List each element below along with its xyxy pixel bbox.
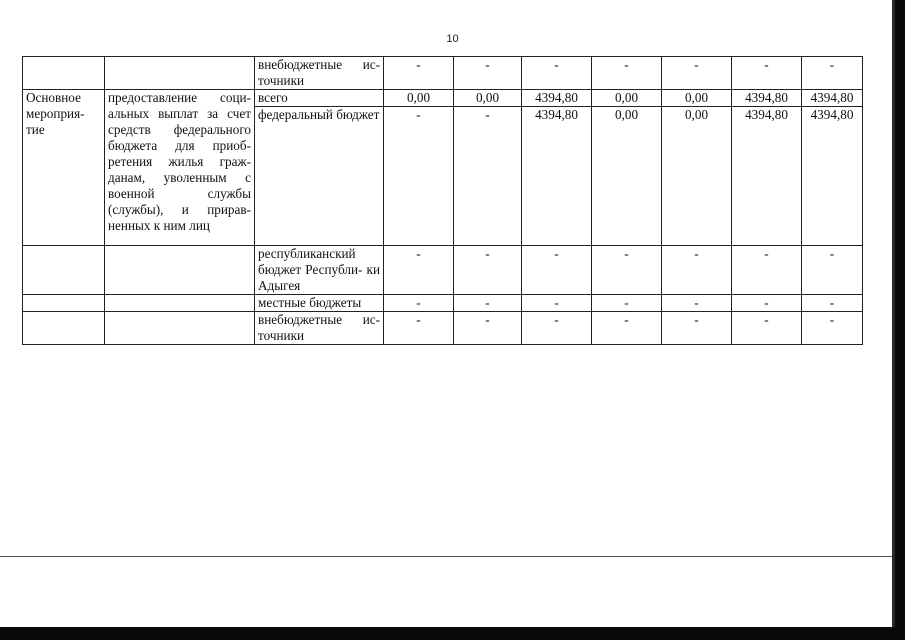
value-cell: -: [592, 312, 662, 345]
value-cell: 0,00: [662, 90, 732, 107]
value-cell: -: [802, 57, 863, 90]
table-row: [23, 312, 863, 345]
value-cell: -: [454, 312, 522, 345]
measure-description-cell: [105, 312, 255, 345]
value-cell: 0,00: [454, 90, 522, 107]
value-cell: 4394,80: [522, 107, 592, 246]
value-cell: -: [454, 57, 522, 90]
value-cell: -: [662, 57, 732, 90]
value-cell: -: [592, 57, 662, 90]
value-cell: -: [454, 107, 522, 246]
value-cell: -: [662, 312, 732, 345]
budget-table: [22, 56, 863, 345]
funding-source-cell: внебюджетные ис- точники: [255, 312, 384, 345]
value-cell: -: [592, 295, 662, 312]
funding-source-cell: местные бюджеты: [255, 295, 384, 312]
table-row: [23, 295, 863, 312]
value-cell: -: [454, 295, 522, 312]
funding-source-cell: внебюджетные ис- точники: [255, 57, 384, 90]
measure-description-cell: [105, 295, 255, 312]
value-cell: -: [802, 295, 863, 312]
value-cell: -: [592, 246, 662, 295]
value-cell: 4394,80: [522, 90, 592, 107]
table-row: [23, 246, 863, 295]
measure-type-cell: [23, 246, 105, 295]
value-cell: -: [662, 246, 732, 295]
value-cell: -: [384, 295, 454, 312]
value-cell: 4394,80: [732, 107, 802, 246]
value-cell: -: [454, 246, 522, 295]
value-cell: -: [662, 295, 732, 312]
scan-divider-line: [0, 556, 905, 557]
value-cell: 4394,80: [802, 107, 863, 246]
value-cell: -: [732, 57, 802, 90]
value-cell: -: [802, 312, 863, 345]
measure-description-cell: [105, 246, 255, 295]
scan-bottom-border: [0, 627, 905, 640]
value-cell: 4394,80: [732, 90, 802, 107]
value-cell: -: [384, 312, 454, 345]
table-row: [23, 57, 863, 90]
value-cell: 0,00: [662, 107, 732, 246]
scan-right-border: [895, 0, 905, 640]
table-row: [23, 90, 863, 107]
value-cell: -: [732, 246, 802, 295]
measure-description-cell: предоставление соци- альных выплат за счет средств федерального бюджета для приоб- ретения жилья граж- данам, уволенным с военной службы (службы), и прирав- ненных к ним лиц: [105, 90, 255, 246]
value-cell: 0,00: [384, 90, 454, 107]
measure-type-cell: [23, 312, 105, 345]
funding-source-cell: федеральный бюджет: [255, 107, 384, 246]
value-cell: 4394,80: [802, 90, 863, 107]
value-cell: -: [522, 57, 592, 90]
page-number: 10: [446, 33, 459, 45]
value-cell: 0,00: [592, 107, 662, 246]
value-cell: -: [522, 312, 592, 345]
value-cell: -: [522, 295, 592, 312]
value-cell: 0,00: [592, 90, 662, 107]
value-cell: -: [732, 312, 802, 345]
value-cell: -: [384, 246, 454, 295]
value-cell: -: [802, 246, 863, 295]
measure-type-cell: [23, 295, 105, 312]
value-cell: -: [384, 57, 454, 90]
measure-description-cell: [105, 57, 255, 90]
funding-source-cell: всего: [255, 90, 384, 107]
measure-type-cell: Основное мероприя- тие: [23, 90, 105, 246]
measure-type-cell: [23, 57, 105, 90]
funding-source-cell: республиканский бюджет Республи- ки Адыгея: [255, 246, 384, 295]
value-cell: -: [384, 107, 454, 246]
value-cell: -: [732, 295, 802, 312]
value-cell: -: [522, 246, 592, 295]
